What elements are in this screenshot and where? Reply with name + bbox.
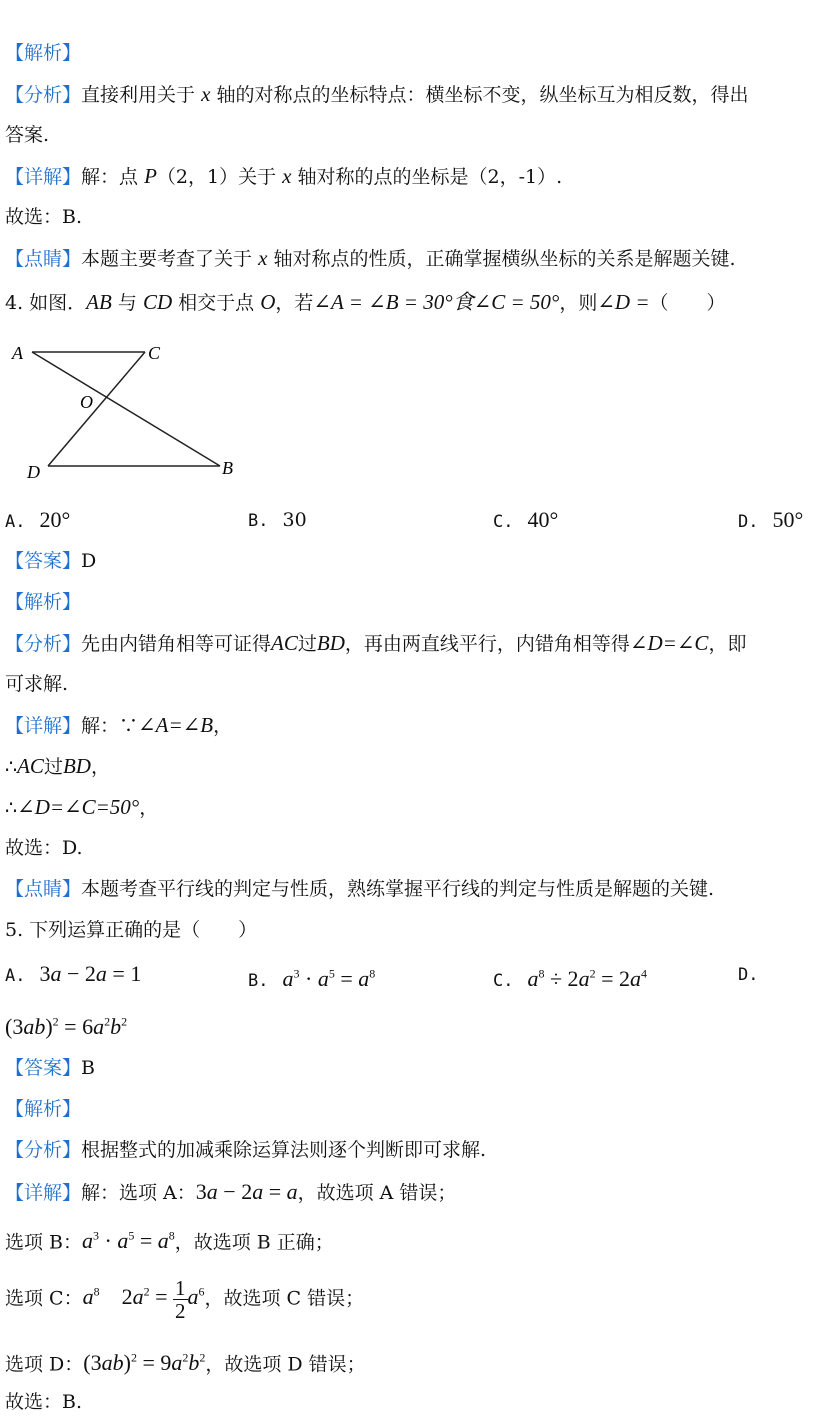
q4-fenxi: 【分析】先由内错角相等可证得AC过BD，再由两直线平行，内错角相等得∠D=∠C，即 (5, 631, 747, 655)
q5-line-c: 选项 C：$a^8$ $2a^2$ = $\frac{1}{2}$ $a^6$，故选项 C 错误； (5, 1275, 365, 1323)
label-D: D (27, 462, 40, 482)
q5-option-b: B. $a^3 \cdot a^5 = a^8$ (248, 966, 376, 992)
q4-stem: 4. 如图．AB 与 CD 相交于点 O，若∠A = ∠B = 30°食∠C = 50°，则∠D =（ ） (5, 290, 726, 314)
q5-xiangjie: 【详解】解：选项 A：3a − 2a = a，故选项 A 错误； (5, 1179, 457, 1204)
q3-dianjing: 【点睛】本题主要考查了关于 x 轴对称点的性质，正确掌握横纵坐标的关系是解题关键. (5, 246, 736, 270)
label-C: C (148, 343, 161, 363)
q5-option-d: D. (738, 965, 759, 985)
q5-option-a: A. 3a − 2a = 1 (5, 961, 142, 986)
label-A: A (12, 343, 23, 363)
q5-daan: 【答案】B (5, 1057, 95, 1079)
q4-step3: ∴∠D=∠C=50°， (5, 795, 159, 819)
q3-jiexi: 【解析】 (5, 42, 82, 64)
q4-fenxi-cont: 可求解. (5, 673, 69, 695)
q3-fenxi-cont: 答案. (5, 124, 50, 146)
q4-daan: 【答案】D (5, 550, 97, 572)
q4-jiexi: 【解析】 (5, 591, 82, 613)
q3-guxuan: 故选：B. (5, 206, 83, 228)
q4-option-a: A. 20° (5, 507, 71, 532)
q4-dianjing: 【点睛】本题考查平行线的判定与性质，熟练掌握平行线的判定与性质是解题的关键. (5, 878, 715, 900)
q4-option-b: B. 30 (248, 509, 307, 531)
q4-step2: ∴AC过BD， (5, 754, 110, 778)
q3-xiangjie: 【详解】解：点 P（2，1）关于 x 轴对称的点的坐标是（2，-1）. (5, 164, 563, 188)
label-O: O (80, 392, 93, 412)
q5-stem: 5. 下列运算正确的是（ ） (5, 919, 258, 941)
segment-AB (32, 352, 220, 466)
q5-option-d-expr: $(3ab)^2 = 6a^2b^2$ (5, 1014, 128, 1040)
q5-line-d: 选项 D：$(3ab)^2 = 9a^2b^2$，故选项 D 错误； (5, 1350, 366, 1376)
q5-guxuan: 故选：B. (5, 1391, 83, 1413)
q5-fenxi: 【分析】根据整式的加减乘除运算法则逐个判断即可求解. (5, 1139, 487, 1161)
q4-guxuan: 故选：D. (5, 837, 83, 859)
q5-jiexi: 【解析】 (5, 1098, 82, 1120)
q4-option-c: C. 40° (493, 507, 559, 532)
segment-CD (48, 352, 145, 466)
label-B: B (222, 458, 233, 478)
fraction-half: $\frac{1}{2}$ (175, 1275, 186, 1323)
q4-xiangjie: 【详解】解：∵∠A=∠B， (5, 713, 233, 737)
q4-option-d: D. 50° (738, 507, 804, 532)
q3-fenxi: 【分析】直接利用关于 x 轴的对称点的坐标特点：横坐标不变，纵坐标互为相反数，得出 (5, 82, 749, 106)
q5-option-c: C. $a^8 \div 2a^2 = 2a^4$ (493, 966, 647, 992)
geometry-figure (10, 338, 245, 483)
q5-line-b: 选项 B：$a^3 \cdot a^5 = a^8$，故选项 B 正确； (5, 1228, 334, 1254)
